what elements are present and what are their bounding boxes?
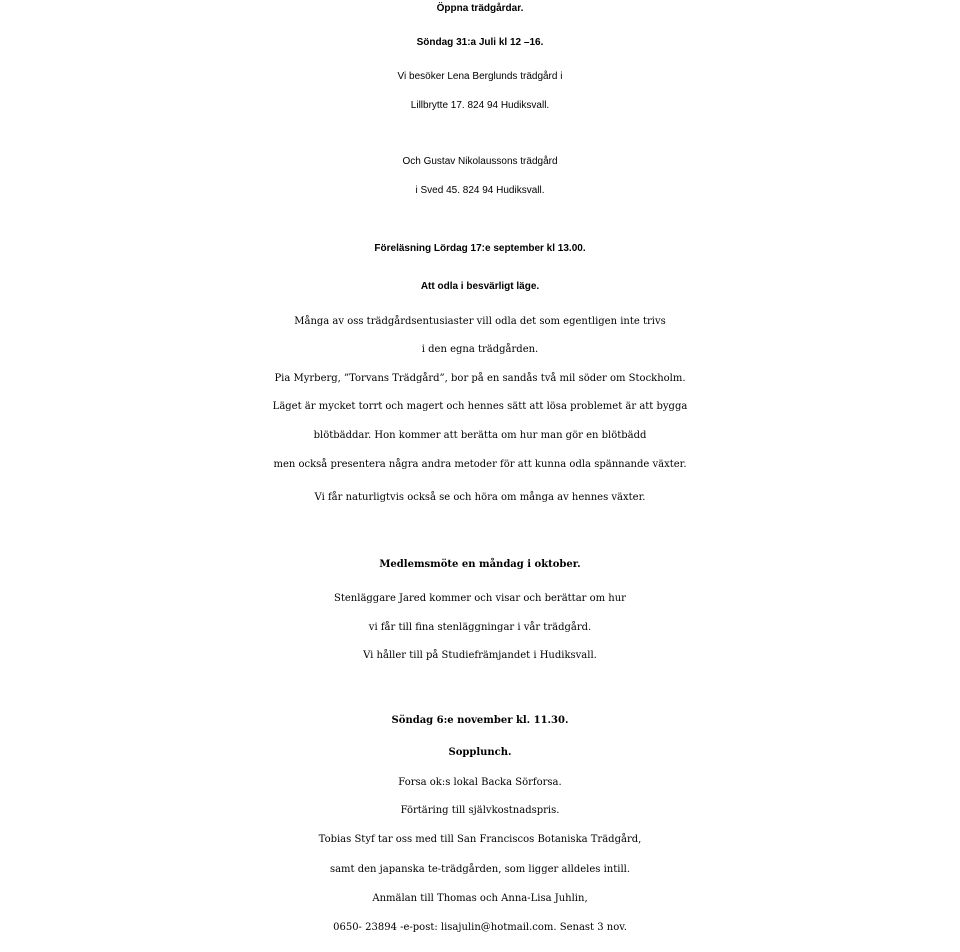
meeting-title: Medlemsmöte en måndag i oktober. (379, 559, 581, 570)
november-line6: 0650- 23894 -e-post: lisajulin@hotmail.com. Senast 3 nov. (333, 922, 627, 933)
november-line1: Forsa ok:s lokal Backa Sörforsa. (398, 777, 562, 788)
meeting-line2: vi får till fina stenläggningar i vår trädgård. (368, 622, 592, 633)
lecture-title: Föreläsning Lördag 17:e september kl 13.00. (374, 243, 586, 254)
lecture-line3: Pia Myrberg, ”Torvans Trädgård”, bor på en sandås två mil söder om Stockholm. (274, 373, 686, 384)
lecture-line6: men också presentera några andra metoder för att kunna odla spännande växter. (273, 459, 687, 470)
november-line4: samt den japanska te-trädgården, som ligger alldeles intill. (329, 864, 631, 875)
november-subtitle: Sopplunch. (448, 747, 512, 758)
november-line3: Tobias Styf tar oss med till San Franciscos Botaniska Trädgård, (318, 834, 642, 845)
lecture-line5: blötbäddar. Hon kommer att berätta om hur man gör en blötbädd (313, 430, 647, 441)
meeting-line3: Vi håller till på Studiefrämjandet i Hudiksvall. (363, 650, 597, 661)
lecture-line4: Läget är mycket torrt och magert och hennes sätt att lösa problemet är att bygga (272, 401, 688, 412)
november-title: Söndag 6:e november kl. 11.30. (391, 715, 569, 726)
lecture-line7: Vi får naturligtvis också se och höra om många av hennes växter. (314, 492, 646, 503)
gardens-title: Öppna trädgårdar. (436, 3, 524, 14)
meeting-line1: Stenläggare Jared kommer och visar och berättar om hur (334, 593, 626, 604)
gardens-second-line1: Och Gustav Nikolaussons trädgård (402, 156, 558, 167)
gardens-second-line2: i Sved 45. 824 94 Hudiksvall. (415, 185, 545, 196)
lecture-line2: i den egna trädgården. (421, 344, 539, 355)
lecture-line1: Många av oss trädgårdsentusiaster vill odla det som egentligen inte trivs (294, 316, 666, 327)
gardens-visit-line1: Vi besöker Lena Berglunds trädgård i (397, 71, 563, 82)
gardens-visit-line2: Lillbrytte 17. 824 94 Hudiksvall. (410, 100, 550, 111)
lecture-subtitle: Att odla i besvärligt läge. (420, 281, 540, 292)
gardens-date: Söndag 31:a Juli kl 12 –16. (416, 37, 544, 48)
november-line2: Förtäring till självkostnadspris. (400, 805, 560, 816)
november-line5: Anmälan till Thomas och Anna-Lisa Juhlin, (372, 893, 588, 904)
